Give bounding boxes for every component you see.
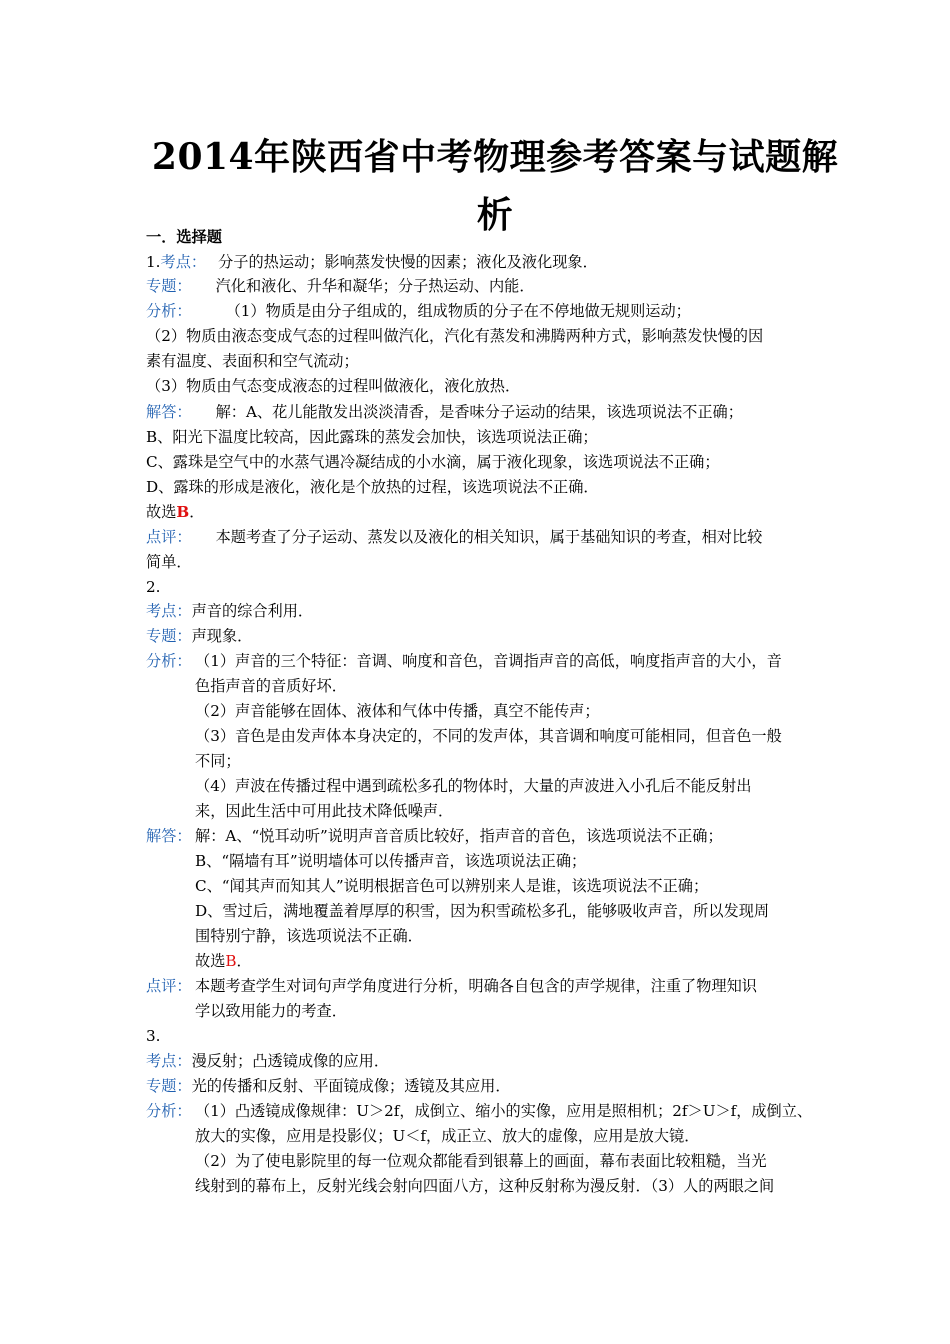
q2-kaodian-label: 考点： (146, 602, 192, 620)
q1-jieda-line-1: 解：A、花儿能散发出淡淡清香，是香味分子运动的结果，该选项说法不正确； (215, 403, 743, 421)
q1-guxuan: 故选 (146, 503, 177, 521)
q1-kaodian-label: 考点： (160, 253, 207, 271)
q1-jieda-line-3: C、露珠是空气中的水蒸气遇冷凝结成的小水滴，属于液化现象，该选项说法不正确； (146, 453, 720, 471)
q1-jieda (146, 400, 743, 424)
q3-fenxi-label: 分析： (146, 1102, 192, 1120)
q2-fenxi-line-5: 不同； (195, 752, 241, 770)
q2-kaodian (146, 599, 313, 623)
q1-number: 1. (146, 253, 161, 271)
q1-answer-line (146, 500, 204, 524)
q1-dianping-label: 点评： (146, 528, 192, 546)
title-line-2: 析 (476, 194, 514, 236)
q1-fenxi-label: 分析： (146, 302, 192, 320)
q2-zhuanti-label: 专题： (146, 627, 192, 645)
q3-zhuanti-text: 光的传播和反射、平面镜成像；透镜及其应用． (191, 1077, 511, 1095)
q1-dianping-line-1: 本题考查了分子运动、蒸发以及液化的相关知识，属于基础知识的考查，相对比较 (215, 528, 763, 546)
q2-jieda-label: 解答： (146, 827, 192, 845)
q2-answer: B (225, 952, 237, 970)
document-title (120, 128, 870, 244)
q3-fenxi-line-3: （2）为了使电影院里的每一位观众都能看到银幕上的画面，幕布表面比较粗糙，当光 (195, 1152, 767, 1170)
q2-answer-line (195, 949, 252, 973)
q2-fenxi-line-4: （3）音色是由发声体本身决定的，不同的发声体，其音调和响度可能相同，但音色一般 (195, 727, 782, 745)
q2-kaodian-text: 声音的综合利用． (191, 602, 314, 620)
title-line-1: 2014年陕西省中考物理参考答案与试题解 (151, 136, 839, 178)
q2-jieda-line-5: 围特别宁静，该选项说法不正确． (195, 927, 423, 945)
q3-fenxi-line-4: 线射到的幕布上，反射光线会射向四面八方，这种反射称为漫反射．（3）人的两眼之间 (195, 1177, 775, 1195)
q1-jieda-line-2: B、阳光下温度比较高，因此露珠的蒸发会加快，该选项说法正确； (146, 428, 598, 446)
q2-dianping-line-1: 本题考查学生对词句声学角度进行分析，明确各自包含的声学规律，注重了物理知识 (195, 977, 757, 995)
q1-jieda-line-4: D、露珠的形成是液化，液化是个放热的过程，该选项说法不正确． (146, 478, 599, 496)
q1-kaodian (146, 250, 598, 274)
q1-fenxi-line-3: 素有温度、表面积和空气流动； (146, 352, 359, 370)
q2-jieda-line-2: B、“隔墙有耳”说明墙体可以传播声音，该选项说法正确； (195, 852, 587, 870)
q3-zhuanti (146, 1074, 511, 1098)
q1-fenxi-line-1: （1）物质是由分子组成的，组成物质的分子在不停地做无规则运动； (225, 302, 691, 320)
q1-zhuanti (146, 274, 535, 298)
q3-kaodian (146, 1049, 389, 1073)
q2-zhuanti-text: 声现象． (191, 627, 253, 645)
q3-fenxi-line-1: （1）凸透镜成像规律：U＞2f，成倒立、缩小的实像，应用是照相机；2f＞U＞f，成倒立、 (195, 1102, 813, 1120)
q1-dianping (146, 525, 762, 549)
q1-zhuanti-text: 汽化和液化、升华和凝华；分子热运动、内能． (215, 277, 535, 295)
q2-fenxi-line-3: （2）声音能够在固体、液体和气体中传播，真空不能传声； (195, 702, 600, 720)
q2-dianping-line-2: 学以致用能力的考查． (195, 1002, 347, 1020)
q2-fenxi-line-7: 来，因此生活中可用此技术降低噪声． (195, 802, 454, 820)
q1-answer-period: ． (189, 503, 205, 521)
q1-kaodian-text: 分子的热运动；影响蒸发快慢的因素；液化及液化现象． (218, 253, 598, 271)
section-heading: 一．选择题 (146, 228, 222, 246)
q2-answer-period: ． (236, 952, 252, 970)
q1-fenxi-line-4: （3）物质由气态变成液态的过程叫做液化，液化放热． (146, 377, 521, 395)
q2-number: 2. (146, 578, 161, 596)
q2-fenxi-line-1: （1）声音的三个特征：音调、响度和音色，音调指声音的高低，响度指声音的大小，音 (195, 652, 782, 670)
q3-kaodian-text: 漫反射；凸透镜成像的应用． (191, 1052, 389, 1070)
q1-answer: B (176, 503, 190, 521)
q3-zhuanti-label: 专题： (146, 1077, 192, 1095)
q1-jieda-label: 解答： (146, 403, 192, 421)
q1-fenxi-line-2: （2）物质由液态变成气态的过程叫做汽化，汽化有蒸发和沸腾两种方式，影响蒸发快慢的因 (146, 327, 764, 345)
q2-jieda-line-3: C、“闻其声而知其人”说明根据音色可以辨别来人是谁，该选项说法不正确； (195, 877, 709, 895)
q2-fenxi-label: 分析： (146, 652, 192, 670)
q2-zhuanti (146, 624, 252, 648)
q3-number: 3. (146, 1027, 161, 1045)
q2-guxuan: 故选 (195, 952, 226, 970)
q2-fenxi-line-2: 色指声音的音质好坏． (195, 677, 347, 695)
q3-fenxi-line-2: 放大的实像，应用是投影仪；U＜f，成正立、放大的虚像，应用是放大镜． (195, 1127, 700, 1145)
q3-kaodian-label: 考点： (146, 1052, 192, 1070)
q2-dianping-label: 点评： (146, 977, 192, 995)
q2-jieda-line-1: 解：A、“悦耳动听”说明声音音质比较好，指声音的音色，该选项说法不正确； (195, 827, 723, 845)
q1-zhuanti-label: 专题： (146, 277, 192, 295)
q1-dianping-line-2: 简单． (146, 553, 192, 571)
q2-jieda-line-4: D、雪过后，满地覆盖着厚厚的积雪，因为积雪疏松多孔，能够吸收声音，所以发现周 (195, 902, 770, 920)
q2-fenxi-line-6: （4）声波在传播过程中遇到疏松多孔的物体时，大量的声波进入小孔后不能反射出 (195, 777, 752, 795)
q1-fenxi (146, 299, 691, 323)
